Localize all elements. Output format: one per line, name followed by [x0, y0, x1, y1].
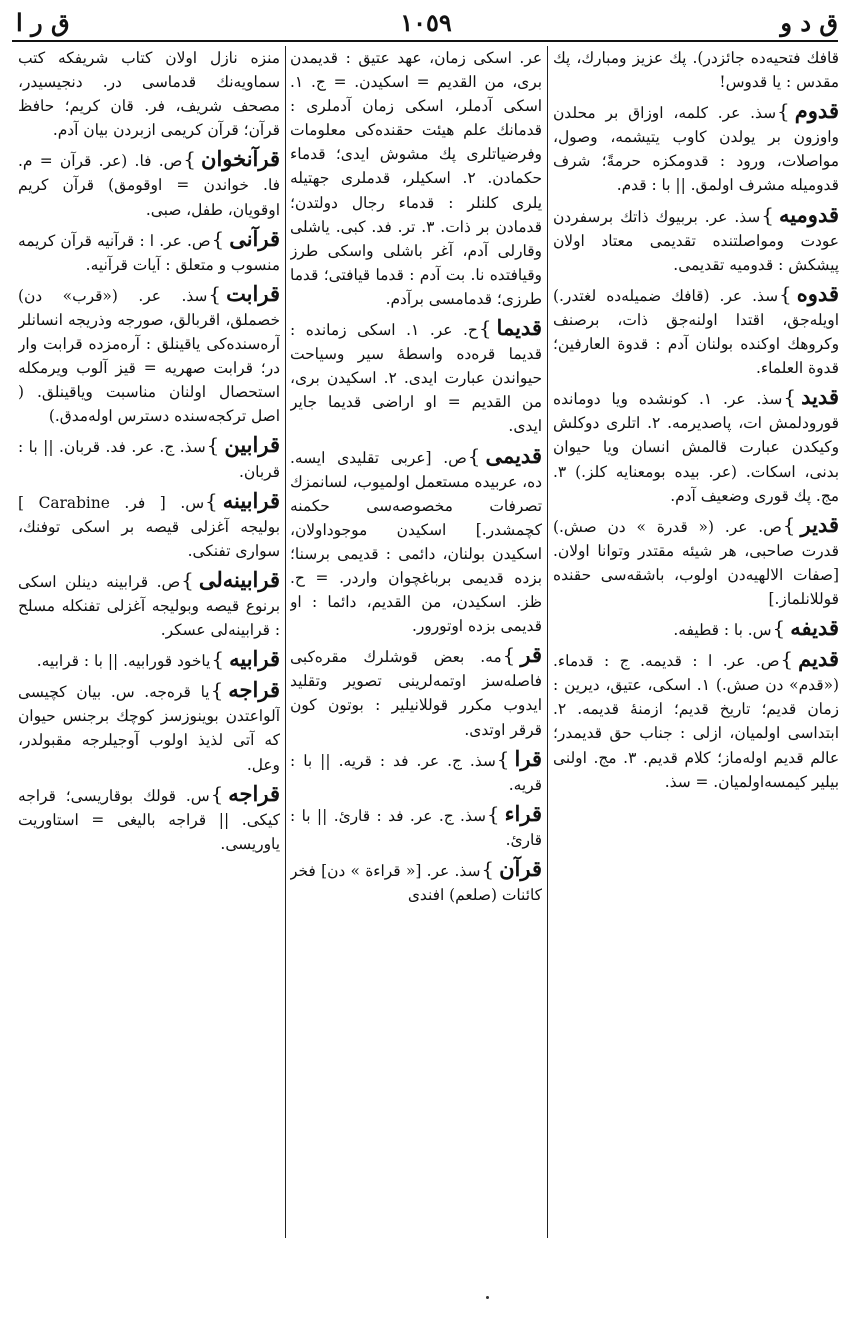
- entry-definition: سذ. عر. بربيوك ذاتك برسفردن عودت ومواصلتنده تقديمى معتاد اولان پيشكش : قدوميه تقديمى.: [553, 207, 839, 274]
- entry-definition: سذ. ج. عر. فد : قريه. || با : قريه.: [290, 751, 542, 794]
- dictionary-entry: [553, 385, 839, 507]
- dictionary-entry: [290, 46, 542, 311]
- entry-brace: }: [783, 385, 797, 410]
- entry-headword: قرابينه‌لى: [198, 566, 280, 592]
- dictionary-entry: [553, 282, 839, 380]
- page-header: [12, 6, 840, 40]
- dictionary-entry: [18, 647, 280, 673]
- entry-definition: سذ. عر. [« قراءة » دن] فخر كائنات (صلعم) افندى‌: [290, 862, 542, 905]
- entry-brace: }: [467, 443, 481, 468]
- entry-brace: }: [206, 433, 220, 458]
- entry-brace: }: [777, 99, 790, 124]
- entry-definition: سذ. ج. عر. فد : قارئ. || با : قارئ.: [290, 806, 542, 849]
- entry-definition: قافك فتحيه‌ده جائزدر). پك عزيز ومبارك، پك مقدس : يا قدوس!: [553, 49, 839, 92]
- entry-brace: }: [211, 226, 225, 251]
- entry-brace: }: [181, 567, 194, 592]
- dictionary-entry: [290, 316, 542, 438]
- entry-definition: يا قرەجه. س. بيان كچيسى آلواعتدن بوينوزسز كوچك برجنس حيوان كه آتى لذيذ اولوب آوجيلرجه مقبولدر، وعل.: [18, 683, 280, 774]
- entry-headword: قدير: [800, 511, 839, 537]
- entry-brace: }: [782, 512, 796, 537]
- entry-definition: منزه نازل اولان كتاب شريفكه كتب سماويه‌نك قدماسى در. دنجيسيدر، مصحف شريف، فر. قان كريم؛ حافظ قرآن؛ قرآن كريمى ازبردن بيان آدم.: [18, 49, 280, 140]
- dictionary-entry: [553, 46, 839, 94]
- entry-definition: ص. [عربى تقليدى ايسه. ده، عربيده مستعمل اولميوب، لسانمزك تصرفات مخصوصه‌سى حكمنه كچمشدر.] اسكيدن موجوداولان، اسكيدن بولنان، دائمى : قديمى برسنا؛ بزده قديمى برباغچوان واردر. = ح. ظز. اسكيدن، من القديم، دائما : او قديمى بزده اوتورور.: [290, 448, 542, 636]
- dictionary-entry: [290, 643, 542, 741]
- entry-definition: س. [ فر. Carabine ] بوليجه آغزلى قيصه بر اسكى توفنك، سوارى تفنكى.: [18, 493, 280, 560]
- entry-brace: }: [496, 746, 510, 771]
- dictionary-entry: [18, 282, 280, 429]
- dictionary-entry: [553, 616, 839, 642]
- entry-headword: قدوم: [794, 98, 839, 124]
- entry-brace: }: [772, 616, 786, 641]
- entry-headword: قدوميه: [778, 201, 839, 227]
- column-left: [18, 46, 280, 1268]
- dictionary-entry: [18, 782, 280, 856]
- entry-headword: قدوه: [796, 280, 839, 306]
- dictionary-entry: [18, 433, 280, 483]
- entry-brace: }: [210, 678, 224, 703]
- dictionary-entry: [18, 489, 280, 563]
- entry-headword: قراجه: [228, 780, 280, 806]
- dictionary-entry: [290, 802, 542, 852]
- dictionary-entry: [18, 568, 280, 642]
- entry-brace: }: [208, 281, 222, 306]
- dictionary-entry: [553, 99, 839, 197]
- entry-headword: قراء: [504, 800, 542, 826]
- dictionary-entry: [553, 513, 839, 611]
- entry-brace: }: [211, 647, 225, 672]
- entry-definition: ص. عر. ا : قديمه. ج : قدماء. («قدم» دن صش.) ١. اسكى، عتيق، ديرين : زمان قديم؛ تاريخ قديم؛ ازمنهٔ قديمه. ٢. ابتداسى اولميان، ازلى : جناب حق قديمدر؛ عالم قديم اولەماز؛ كلام قديم. ٣. مج. اولنى بيلير كيمسه‌اولميان. = سذ.: [553, 652, 839, 791]
- entry-headword: قرابت: [226, 280, 280, 306]
- entry-definition: س. قولك بوقاريسى؛ قراجه كيكى. || قراجه باليغى = استاوريت ياوريسى.: [18, 786, 280, 853]
- dictionary-entry: [553, 203, 839, 277]
- entry-headword: قرابين: [224, 432, 280, 458]
- column-divider: [547, 46, 548, 1238]
- header-rule: [12, 40, 838, 42]
- entry-headword: قرابيه: [229, 646, 280, 672]
- entry-brace: }: [205, 488, 218, 513]
- dictionary-entry: [290, 857, 542, 907]
- entry-brace: }: [761, 202, 774, 227]
- entry-definition: سذ. ج. عر. فد. قربان. || با : قربان.: [18, 438, 280, 481]
- dictionary-entry: [18, 678, 280, 776]
- dictionary-entry: [18, 227, 280, 277]
- entry-headword: قديم: [798, 646, 839, 672]
- entry-headword: قر: [520, 642, 542, 668]
- entry-headword: قرابينه: [222, 487, 280, 513]
- column-middle: [290, 46, 542, 1268]
- dictionary-entry: [290, 747, 542, 797]
- entry-headword: قرا: [514, 745, 542, 771]
- entry-definition: سذ. عر. (قافك ضميله‌ده لغتدر.) اويله‌جق، اقتدا اولنه‌جق ذات، برصنف وكروهك اوكنده بولنان آدم : قدوة العارفين؛ قدوة العلماء.: [553, 286, 839, 378]
- entry-brace: }: [779, 281, 792, 306]
- entry-headword: قديما: [496, 315, 542, 341]
- entry-headword: قديمى: [485, 442, 542, 468]
- entry-definition: ص. عر. ا : قرآنيه قرآن كريمه منسوب و متعلق : آيات قرآنيه.: [18, 231, 280, 274]
- entry-definition: سذ. عر. كلمه، اوزاق بر محلدن واوزون بر يولدن كاوب يتيشمه، وصول، مواصلات، ورود : قدومكزه حرمةً؛ شرف قدوميله مشرف اولمق. || با : قدم.: [553, 104, 839, 195]
- entry-brace: }: [780, 647, 794, 672]
- entry-headword: قرآنى: [229, 225, 280, 251]
- dictionary-entry: [18, 46, 280, 142]
- dictionary-entry: [290, 444, 542, 639]
- entry-definition: عر. اسكى زمان، عهد عتيق : قديمدن برى، من القديم = اسكيدن. = ج. ١. اسكى آدملر، اسكى زمان آدملرى : قدمانك علم هيئت حقنده‌كى معلومات وفرضياتلرى پك مشوش ايدى؛ قدماء حكمادن. ٢. اسكيلر، قدملرى جهتيله يلرى كلنلر : قدماء رجال دولتدن؛ قدمادن بر ذات. ٣. تر. فد. كبى. ياشلى وقارلى آدم، آغر باشلى واسكى طرز وقيافتده نا. بت آدم : قدما قيافتى؛ قدما طرزى؛ قدمامسى برآدم.: [290, 49, 542, 308]
- entry-brace: }: [502, 643, 516, 668]
- entry-definition: ياخود قورابيه. || با : قرابيه.: [36, 652, 211, 671]
- entry-definition: ح. عر. ١. اسكى زمانده : قديما قرەده واسطهٔ سير وسياحت حيواندن عبارت ايدى. ٢. اسكيدن برى، من القديم = او اراضى قديما جاير ايدى.: [290, 321, 542, 436]
- entry-brace: }: [183, 147, 197, 172]
- entry-headword: قرآن: [499, 856, 542, 881]
- dictionary-entry: [18, 147, 280, 221]
- dictionary-entry: [553, 647, 839, 794]
- entry-brace: }: [481, 857, 495, 881]
- header-section-letters-right: ق د و: [780, 8, 838, 37]
- entry-definition: سذ. عر. («قرب» دن) خصملق، اقربالق، صورجه وذريجه انسانلر آره‌سنده‌كى ياقينلق : آره‌مزده قرابت وار در؛ قرابت صهريه = قيز آلوب ويرمكله استحصال اولنان مناسبت وياقينلق. ( اصل تركجه‌سنده دسترس اوله‌مدق.): [18, 286, 280, 426]
- entry-headword: قرآنخوان: [201, 146, 280, 172]
- entry-definition: مه. بعض قوشلرك مقره‌كبى فاصله‌سز اوتمه‌لرينى تصوير وتقليد ايدوب مكرر قوللانيلير : بوتون كون قرقر اوتدى.: [290, 648, 542, 739]
- entry-definition: ص. عر. (« قدرة » دن صش.) قدرت صاحبى، هر شيئه مقتدر وتوانا اولان. [صفات الالهيه‌دن اولوب، باشقه‌سى حقنده قوللانلماز.]: [553, 517, 839, 608]
- column-right: [553, 46, 839, 1268]
- header-section-letters-left: ق ر ا: [16, 8, 70, 37]
- page-number: ١٠٥٩: [400, 8, 452, 37]
- entry-definition: س. با : قطيفه.: [673, 621, 772, 640]
- column-divider: [285, 46, 286, 1238]
- entry-brace: }: [478, 316, 492, 341]
- entry-brace: }: [210, 781, 224, 806]
- entry-brace: }: [486, 801, 500, 826]
- stray-mark: [486, 1296, 489, 1299]
- entry-headword: قراجه: [228, 677, 280, 703]
- entry-definition: سذ. عر. ١. كونشده ويا دومانده قورودلمش ات، پاصديرمه. ٢. اتلرى دوكلش وكيكدن عبارت قالمش انسان ويا حيوان بدنى، اسكات. (عر. بيده بومعنايه كلز.) ٣. مج. پك قورى وضعيف آدم.: [553, 390, 839, 505]
- entry-definition: ص. قرابينه دينلن اسكى برنوع قيصه وبوليجه آغزلى تفنكله مسلح : قرابينه‌لى عسكر.: [18, 572, 280, 640]
- entry-definition: ص. فا. (عر. قرآن = م. فا. خواندن = اوقومق) قرآن كريم اوقويان، طفل، صبى.: [18, 152, 280, 219]
- entry-headword: قديفه: [790, 615, 839, 641]
- entry-headword: قديد: [801, 384, 839, 410]
